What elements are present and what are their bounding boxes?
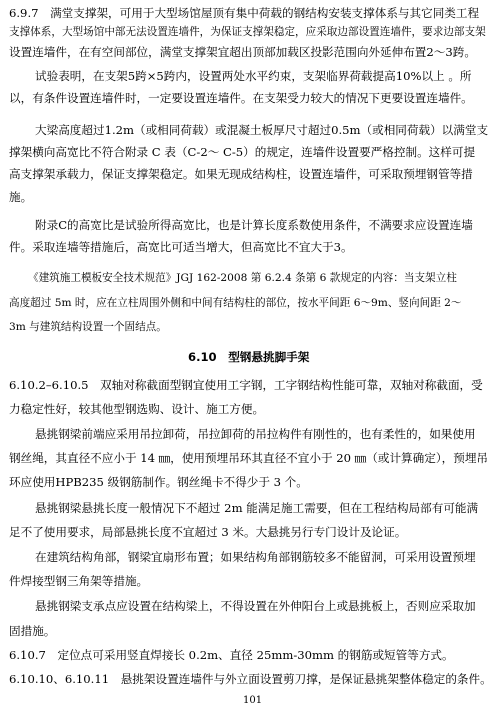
text-line: 以，有条件设置连墙件时，一定要设置连墙件。在支架受力较大的情况下更要设置连墙件。 — [9, 91, 473, 105]
text-line: 6.10.10、6.10.11 悬挑架设置连墙件与外立面设置剪刀撑，是保证悬挑架整体稳定的条件。 — [9, 672, 492, 686]
text-line: 在建筑结构角部，钢梁宜扇形布置；如果结构角部钢筋较多不能留洞，可采用设置预埋 — [35, 550, 476, 564]
text-line: 6.9.7 满堂支撑架，可用于大型场馆屋顶有集中荷载的钢结构安装支撑体系与其它同类工程 — [9, 6, 480, 20]
section-heading: 6.10 型钢悬挑脚手架 — [188, 350, 310, 364]
page-number: 101 — [243, 695, 263, 706]
text-line: 悬挑钢梁支承点应设置在结构梁上，不得设置在外伸阳台上或悬挑板上，否则应采取加 — [35, 599, 476, 613]
text-line: 钢丝绳，其直径不应小于 14 ㎜，使用预埋吊环其直径不宜小于 20 ㎜（或计算确定），预埋吊 — [9, 451, 489, 465]
text-line: 件焊接型钢三角架等措施。 — [9, 574, 149, 588]
text-line: 附录C的高宽比是试验所得高宽比，也是计算长度系数使用条件，不满要求应设置连墙 — [35, 218, 473, 232]
text-line: 试验表明，在支架5跨×5跨内，设置两处水平约束，支架临界荷载提高10%以上 。所 — [35, 69, 472, 83]
text-line: 支撑体系，大型场馆中部无法设置连墙件，为保证支撑架稳定，应采取边部设置连墙件，要求边部支架 — [9, 26, 486, 38]
text-line: 悬挑钢梁前端应采用吊拉卸荷，吊拉卸荷的吊拉构件有刚性的，也有柔性的，如果使用 — [35, 427, 476, 441]
text-line: 设置连墙件，在有空间部位，满堂支撑架宜超出顶部加载区投影范围向外延伸布置2～3跨。 — [9, 45, 476, 59]
text-line: 力稳定性好，较其他型钢选购、设计、施工方便。 — [9, 402, 265, 416]
text-line: 施。 — [9, 190, 33, 204]
text-line: 高支撑架承载力，保证支撑架稳定。如果无现成结构柱，设置连墙件，可采取预埋钢管等措 — [9, 167, 473, 181]
text-line: 固措施。 — [9, 624, 56, 638]
quoted-standard-line: 高度超过 5m 时，应在立柱周围外侧和中间有结构柱的部位，按水平间距 6～9m、竖向间距 2～ — [9, 297, 462, 309]
text-line: 撑架横向高宽比不符合附录 C 表（C-2～ C-5）的规定，连墙件设置要严格控制。这样可提 — [9, 145, 476, 159]
text-line: 6.10.2–6.10.5 双轴对称截面型钢宜使用工字钢，工字钢结构性能可靠，双轴对称截面，受 — [9, 378, 483, 392]
text-line: 大梁高度超过1.2m（或相同荷载）或混凝土板厚尺寸超过0.5m（或相同荷载）以满堂支 — [35, 123, 489, 137]
text-line: 6.10.7 定位点可采用竖直焊接长 0.2m、直径 25mm-30mm 的钢筋或短管等方式。 — [9, 648, 454, 662]
quoted-standard-line: 《建筑施工模板安全技术规范》JGJ 162-2008 第 6.2.4 条第 6 款规定的内容：当支架立柱 — [28, 272, 457, 284]
text-line: 环应使用HPB235 级钢筋制作。钢丝绳卡不得少于 3 个。 — [9, 475, 308, 489]
text-line: 足不了使用要求，局部悬挑长度不宜超过 3 米。大悬挑另行专门设计及论证。 — [9, 525, 407, 539]
text-line: 件。采取连墙等措施后，高宽比可适当增大，但高宽比不宜大于3。 — [9, 240, 353, 254]
text-line: 悬挑钢梁悬挑长度一般情况下不超过 2m 能满足施工需要，但在工程结构局部有可能满 — [35, 501, 479, 515]
quoted-standard-line: 3m 与建筑结构设置一个固结点。 — [9, 321, 167, 333]
